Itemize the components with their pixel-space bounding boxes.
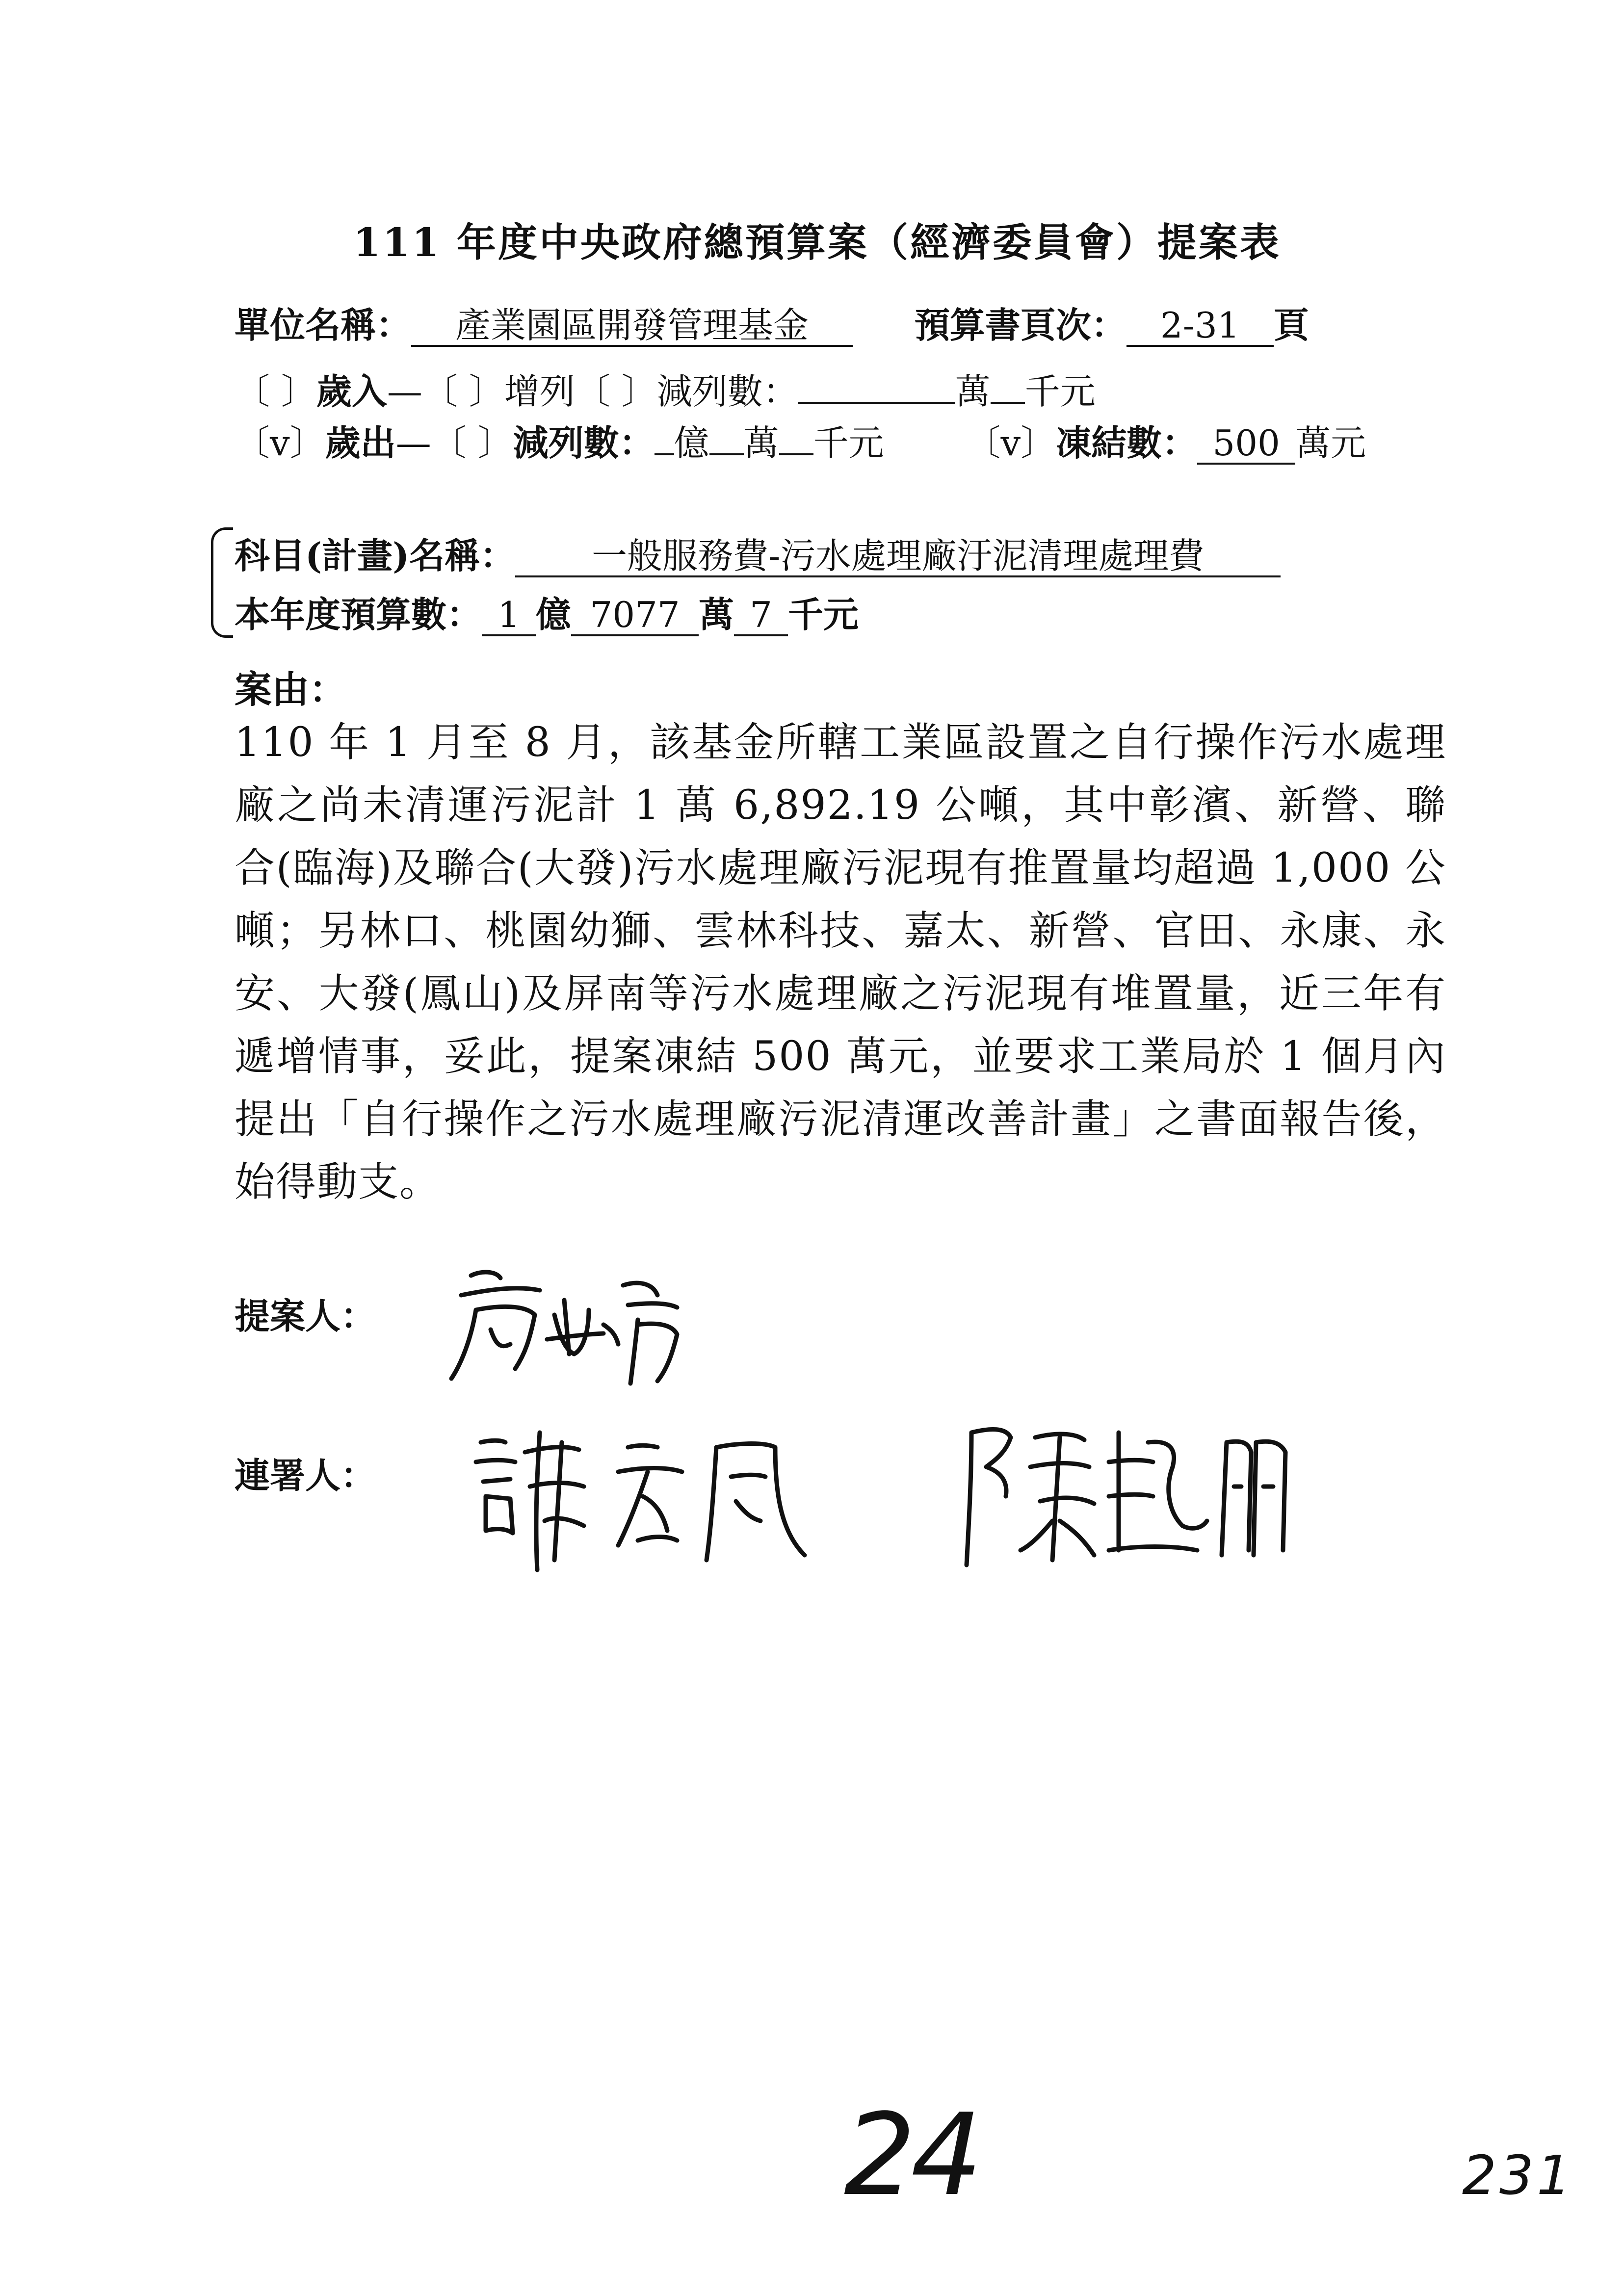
increase-label: 增列: [504, 371, 575, 412]
increase-checkbox: 〔 〕: [422, 371, 504, 412]
budget-qian-unit: 千元: [788, 594, 859, 635]
budget-wan-unit: 萬: [699, 594, 734, 635]
revenue-line: [235, 363, 1096, 414]
revenue-wan-unit: 萬: [955, 371, 991, 412]
freeze-label: 凍結數：: [1056, 422, 1198, 464]
budget-label: 本年度預算數：: [235, 594, 482, 635]
expense-dash: —: [395, 422, 431, 464]
expense-decrease-label: 減列數：: [513, 422, 655, 464]
subject-value: 一般服務費-污水處理廠汙泥清理處理費: [515, 537, 1281, 577]
budget-line: [235, 586, 859, 637]
expense-label: 歲出: [325, 422, 396, 464]
budget-qian-value: 7: [734, 596, 788, 636]
decrease-label: 減列數：: [656, 371, 798, 412]
proposer-signature: [442, 1256, 716, 1393]
subject-label: 科目(計畫)名稱：: [235, 535, 516, 576]
freeze-unit: 萬元: [1295, 422, 1366, 464]
unit-line: [235, 297, 1309, 348]
freeze-value: 500: [1197, 424, 1295, 465]
subject-line: [235, 527, 1281, 578]
expense-yi-unit: 億: [674, 422, 709, 464]
page-ref-value: 2-31: [1126, 306, 1274, 347]
cosigner-signature-1: [471, 1413, 873, 1580]
page-ref-label: 預算書頁次：: [914, 304, 1126, 346]
freeze-checkbox: 〔v〕: [965, 422, 1056, 464]
revenue-label: 歲入: [316, 370, 387, 412]
unit-label: 單位名稱：: [235, 304, 412, 346]
revenue-blank: [798, 402, 955, 404]
page-title: 111 年度中央政府總預算案（經濟委員會）提案表: [353, 219, 1281, 265]
cosigner-label: 連署人：: [235, 1455, 376, 1496]
handwritten-corner-number: 231: [1462, 2144, 1574, 2207]
cosigner-signature-2: [962, 1413, 1335, 1580]
unit-value: 產業園區開發管理基金: [411, 306, 853, 347]
page-ref-suffix: 頁: [1273, 304, 1309, 346]
expense-yi-blank: [655, 453, 674, 455]
revenue-qian-blank: [991, 402, 1025, 404]
revenue-dash: —: [387, 371, 422, 412]
reason-text: 110 年 1 月至 8 月，該基金所轄工業區設置之自行操作污水處理廠之尚未清運污泥計 1 萬 6,892.19 公噸，其中彰濱、新營、聯合(臨海)及聯合(大發)污水處理廠污泥現有推置量均超過 1,000 公噸；另林口、桃園幼獅、雲林科技、嘉太、新營、官田、永康、永安、大發(鳳山)及屏南等污水處理廠之污泥現有堆置量，近三年有遞增情事，妥此，提案凍結 500 萬元，並要求工業局於 1 個月內提出「自行操作之污水處理廠污泥清運改善計畫」之書面報告後，始得動支。: [235, 719, 1446, 1205]
decrease-checkbox: 〔 〕: [575, 371, 657, 412]
expense-wan-unit: 萬: [743, 422, 779, 464]
expense-decrease-checkbox: 〔 〕: [431, 422, 513, 464]
revenue-checkbox: 〔 〕: [235, 371, 316, 412]
subject-bracket: [211, 527, 233, 638]
budget-wan-value: 7077: [571, 596, 699, 636]
budget-yi-value: 1: [482, 596, 536, 636]
budget-yi-unit: 億: [536, 594, 572, 635]
expense-qian-unit: 千元: [813, 422, 884, 464]
expense-wan-blank: [709, 453, 744, 455]
handwritten-page-number: 24: [844, 2090, 978, 2221]
expense-line: [235, 415, 1366, 466]
revenue-qian-unit: 千元: [1024, 371, 1096, 412]
expense-checkbox: 〔v〕: [235, 422, 325, 464]
expense-qian-blank: [779, 453, 813, 455]
proposer-label: 提案人：: [235, 1295, 376, 1337]
reason-label: 案由：: [235, 668, 346, 711]
